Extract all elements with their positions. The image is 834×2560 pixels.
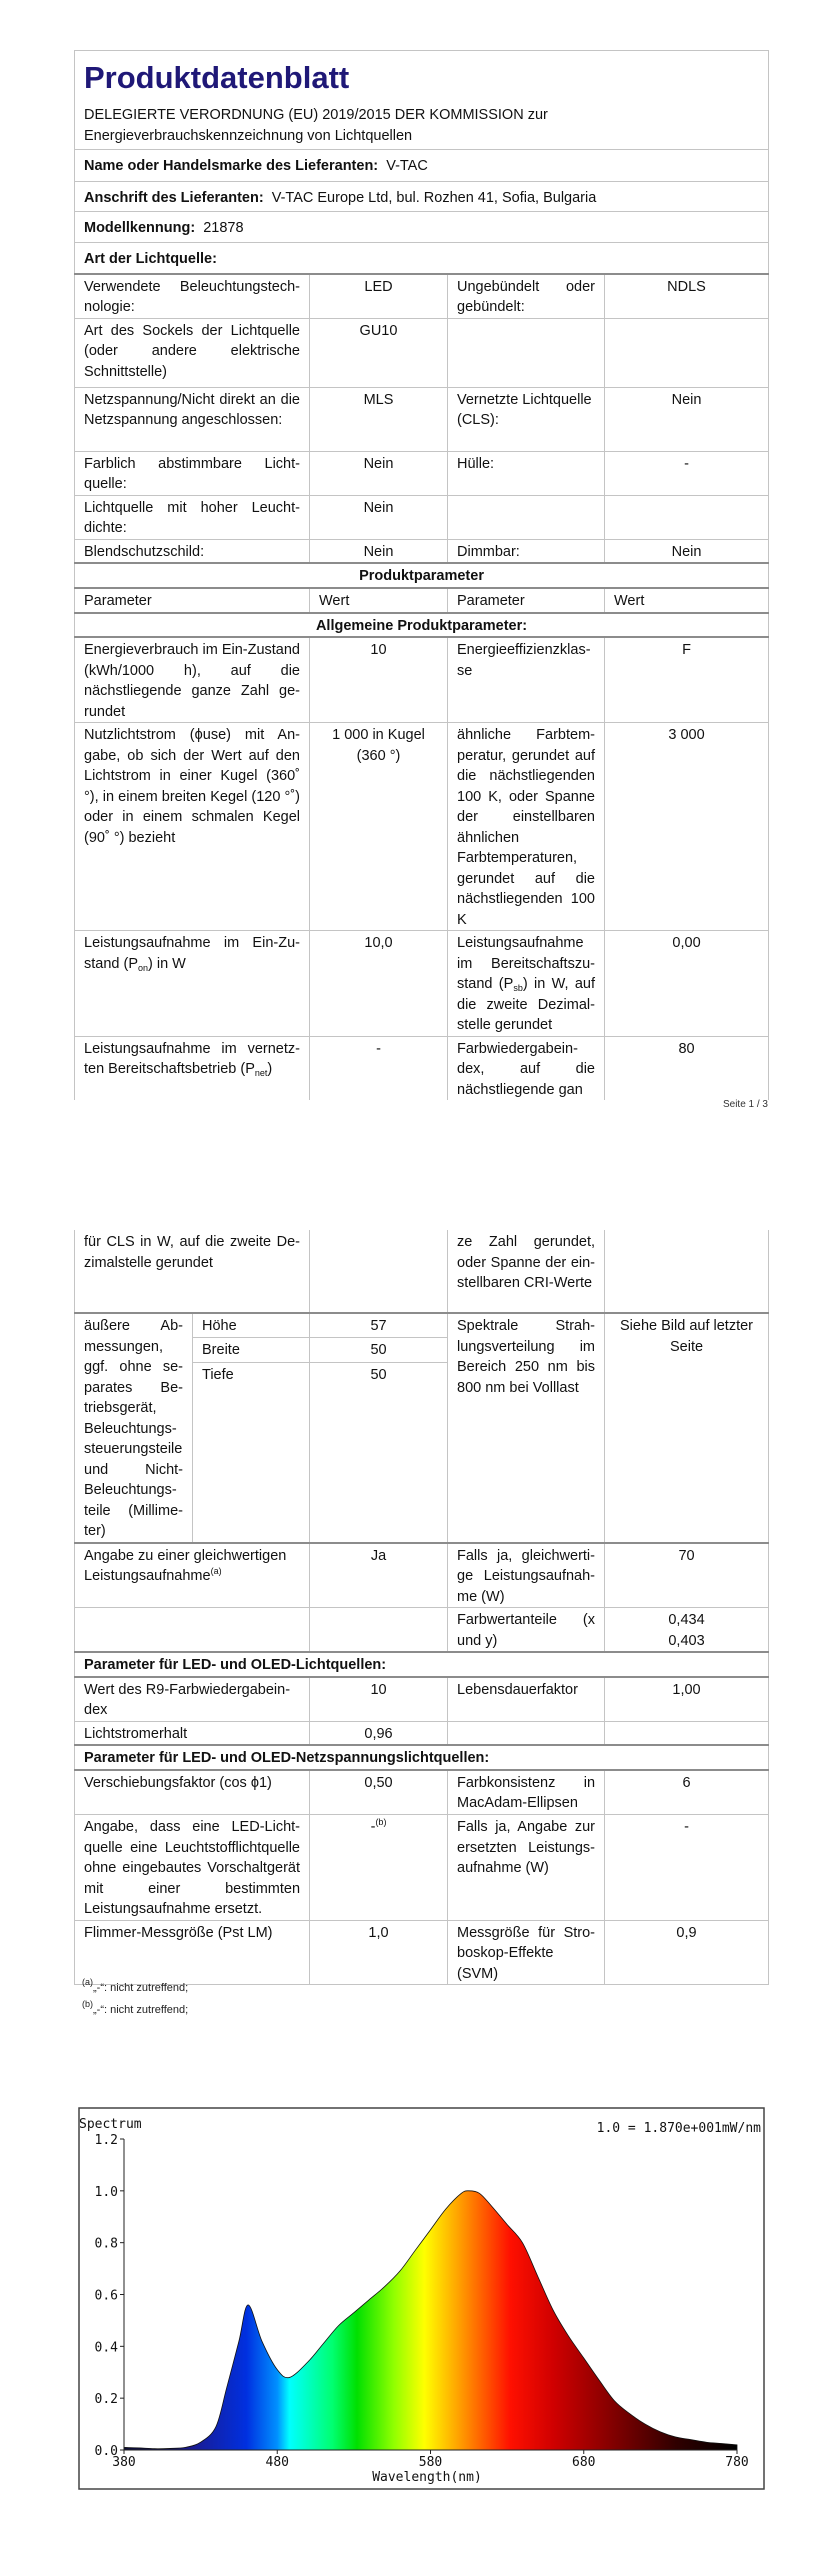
param-label <box>448 318 605 387</box>
param-value <box>310 1815 448 1921</box>
param-value: 10 <box>310 1677 448 1722</box>
x-tick-label: 580 <box>418 2455 443 2470</box>
table-row <box>75 1721 769 1745</box>
footnote-text: „-“: nicht zutreffend; <box>93 2004 189 2016</box>
table-row <box>75 1543 769 1608</box>
param-label <box>448 495 605 539</box>
param-value: 3 000 <box>605 723 769 931</box>
footnote <box>82 1999 189 2016</box>
param-label <box>75 1543 310 1608</box>
param-label: Blendschutzschild: <box>75 539 310 563</box>
param-value: Nein <box>605 539 769 563</box>
param-value: - <box>605 1815 769 1921</box>
param-label: Flimmer-Messgröße (Pst LM) <box>75 1920 310 1985</box>
supplier-name-row <box>75 150 769 182</box>
chromaticity-y: 0,403 <box>668 1632 705 1649</box>
param-value: 1 000 in Kugel (360 °) <box>310 723 448 931</box>
page-number: Seite 1 / 3 <box>722 1099 768 1110</box>
supplier-address-label: Anschrift des Lieferanten: <box>84 190 264 206</box>
param-label: ähnliche Farbtemperatur, gerundet auf die nächstliegenden 100 K, oder Spanne der einstellbaren ähnlichen Farbtemperaturen, gerundet auf die nächstliegenden 100 K <box>448 723 605 931</box>
empty-cell <box>75 1608 310 1653</box>
led-params-heading: Parameter für LED- und OLED-Lichtquellen: <box>75 1652 769 1677</box>
param-label: Lichtstromerhalt <box>75 1721 310 1745</box>
param-label: für CLS in W, auf die zweite Dezimalstelle gerundet <box>75 1230 310 1313</box>
param-label: Farbwiedergabeindex, auf die nächstliegende gan <box>448 1036 605 1100</box>
param-value: 10,0 <box>310 931 448 1037</box>
label-text: Leistungsaufnahme im Ein-Zustand (P <box>84 935 300 972</box>
table-row <box>75 1770 769 1815</box>
empty-cell <box>310 1608 448 1653</box>
footnote-mark: (b) <box>82 1999 93 2009</box>
header-cell <box>75 51 769 150</box>
product-params-heading: Produktparameter <box>75 563 769 588</box>
table-row <box>75 723 769 931</box>
param-label <box>75 1036 310 1100</box>
column-header: Wert <box>310 588 448 613</box>
param-label: Farbwertanteile (x und y) <box>448 1608 605 1653</box>
table-row <box>75 1920 769 1985</box>
table-row <box>75 1230 769 1313</box>
param-value: Nein <box>310 495 448 539</box>
column-header: Parameter <box>448 588 605 613</box>
datasheet-table-page-2 <box>74 1230 769 1985</box>
table-row <box>75 931 769 1037</box>
dimension-value: 50 <box>310 1338 448 1363</box>
table-row <box>75 1608 769 1653</box>
param-label: Nutzlichtstrom (ϕuse) mit Angabe, ob sich der Wert auf den Lichtstrom in einer Kugel (360˚ °), in einem breiten Kegel (120 °˚) oder in einem schmalen Kegel (90˚ °) bezieht <box>75 723 310 931</box>
y-tick-label: 1.0 <box>94 2184 118 2200</box>
param-label: Vernetzte Lichtquelle (CLS): <box>448 387 605 451</box>
param-label: Lebensdauerfaktor <box>448 1677 605 1722</box>
param-value: GU10 <box>310 318 448 387</box>
table-row <box>75 274 769 319</box>
footnote-ref: (a) <box>210 1566 222 1576</box>
param-label: Energieeffizienzklasse <box>448 637 605 723</box>
param-value: 80 <box>605 1036 769 1100</box>
chromaticity-x: 0,434 <box>668 1612 705 1628</box>
label-text: Leistungsaufnahme im Bereitschaftszustand (P <box>457 935 595 992</box>
param-value: - <box>310 1036 448 1100</box>
param-value: LED <box>310 274 448 319</box>
param-value: Nein <box>310 451 448 495</box>
param-value: Siehe Bild auf letzter Seite <box>605 1313 769 1543</box>
param-value: 0,00 <box>605 931 769 1037</box>
param-label: Wert des R9-Farbwiedergabeindex <box>75 1677 310 1722</box>
y-tick-label: 0.4 <box>94 2340 118 2356</box>
label-text: ) <box>267 1061 273 1077</box>
table-row <box>75 318 769 387</box>
param-label: Lichtquelle mit hoher Leuchtdichte: <box>75 495 310 539</box>
model-row <box>75 212 769 243</box>
dimension-value: 57 <box>310 1313 448 1338</box>
param-label: Dimmbar: <box>448 539 605 563</box>
dimension-label: Tiefe <box>193 1362 310 1542</box>
param-label: Falls ja, Angabe zur ersetzten Leistungsaufnahme (W) <box>448 1815 605 1921</box>
y-tick-label: 0.2 <box>94 2392 118 2408</box>
dimensions-row <box>75 1313 769 1338</box>
x-tick-label: 380 <box>112 2455 136 2470</box>
empty-cell <box>448 1721 605 1745</box>
param-value: 0,9 <box>605 1920 769 1985</box>
param-value: MLS <box>310 387 448 451</box>
param-label: Angabe, dass eine LED-Lichtquelle eine Leuchtstofflichtquelle ohne eingebautes Vorschaltgerät mit einer bestimmten Leistungsaufnahme ersetzt. <box>75 1815 310 1921</box>
regulation-text: DELEGIERTE VERORDNUNG (EU) 2019/2015 DER KOMMISSION zur Energieverbrauchskennzeichnung von Lichtquellen <box>84 107 548 144</box>
param-label <box>75 931 310 1037</box>
y-tick-label: 0.6 <box>94 2288 118 2304</box>
footnote <box>82 1977 189 1994</box>
param-label <box>448 931 605 1037</box>
table-row <box>75 1815 769 1921</box>
param-value: 0,96 <box>310 1721 448 1745</box>
param-label: Verwendete Beleuchtungstechnologie: <box>75 274 310 319</box>
param-value <box>605 1608 769 1653</box>
subscript: sb <box>513 983 523 993</box>
x-tick-label: 680 <box>572 2455 596 2470</box>
param-value: 10 <box>310 637 448 723</box>
param-value: 6 <box>605 1770 769 1815</box>
supplier-address: V-TAC Europe Ltd, bul. Rozhen 41, Sofia, Bulgaria <box>271 190 597 206</box>
label-text: ) in W <box>148 955 186 972</box>
param-label: Farblich abstimmbare Lichtquelle: <box>75 451 310 495</box>
table-row <box>75 451 769 495</box>
chart-annotation: 1.0 = 1.870e+001mW/nm <box>596 2121 761 2136</box>
param-label: Art des Sockels der Lichtquelle (oder andere elektrische Schnittstelle) <box>75 318 310 387</box>
param-value <box>605 318 769 387</box>
model-label: Modellkennung: <box>84 220 196 236</box>
label-text: Angabe zu einer gleichwertigen Leistungsaufnahme <box>84 1547 287 1584</box>
table-row <box>75 1677 769 1722</box>
param-value: - <box>605 451 769 495</box>
y-tick-label: 0.0 <box>94 2444 118 2459</box>
general-params-heading: Allgemeine Produktparameter: <box>75 613 769 638</box>
subscript: net <box>254 1068 268 1078</box>
light-source-heading: Art der Lichtquelle: <box>75 243 769 274</box>
param-label: ze Zahl gerundet, oder Spanne der einstellbaren CRI-Werte <box>448 1230 605 1313</box>
y-tick-label: 1.2 <box>94 2133 118 2148</box>
footnote-text: „-“: nicht zutreffend; <box>93 1982 189 1994</box>
param-value: 70 <box>605 1543 769 1608</box>
param-label: Verschiebungsfaktor (cos ϕ1) <box>75 1770 310 1815</box>
table-row <box>75 1036 769 1100</box>
dimension-label: Höhe <box>193 1313 310 1338</box>
param-label: Ungebündelt oder gebündelt: <box>448 274 605 319</box>
footnote-mark: (a) <box>82 1977 93 1987</box>
param-value: Nein <box>605 387 769 451</box>
dimension-value: 50 <box>310 1362 448 1542</box>
x-tick-label: 780 <box>725 2455 749 2470</box>
param-label: Energieverbrauch im Ein-Zustand (kWh/1000 h), auf die nächstliegende ganze Zahl gerundet <box>75 637 310 723</box>
y-tick-label: 0.8 <box>94 2236 118 2252</box>
column-header: Parameter <box>75 588 310 613</box>
x-tick-label: 480 <box>265 2455 289 2470</box>
param-value: F <box>605 637 769 723</box>
table-row <box>75 387 769 451</box>
param-label: Messgröße für Stroboskop-Effekte (SVM) <box>448 1920 605 1985</box>
column-header-row <box>75 588 769 613</box>
chart-title: Spectrum <box>79 2117 142 2132</box>
value-text: - <box>370 1819 376 1835</box>
datasheet-table-page-1 <box>74 50 769 1100</box>
param-value: 1,00 <box>605 1677 769 1722</box>
param-value: 1,0 <box>310 1920 448 1985</box>
spectrum-chart <box>75 2100 775 2500</box>
label-text: ) in W, auf die zweite Dezimalstelle gerundet <box>457 976 596 1033</box>
empty-cell <box>605 1230 769 1313</box>
param-value: 0,50 <box>310 1770 448 1815</box>
table-row <box>75 495 769 539</box>
dimension-label: Breite <box>193 1338 310 1363</box>
dimensions-label: äußere Abmessungen, ggf. ohne separates Betriebsgerät, Beleuchtungssteuerungsteile und Nicht-Beleuchtungsteile (Millimeter) <box>75 1313 193 1543</box>
supplier-address-row <box>75 182 769 212</box>
param-value <box>605 495 769 539</box>
table-row <box>75 637 769 723</box>
param-label: Farbkonsistenz in MacAdam-Ellipsen <box>448 1770 605 1815</box>
x-axis-label: Wavelength(nm) <box>372 2470 482 2485</box>
subscript: on <box>138 962 149 973</box>
column-header: Wert <box>605 588 769 613</box>
param-label: Netzspannung/Nicht direkt an die Netzspannung angeschlossen: <box>75 387 310 451</box>
page-title: Produktdatenblatt <box>84 60 350 95</box>
model-id: 21878 <box>203 220 244 236</box>
table-row <box>75 539 769 563</box>
label-text: Leistungsaufnahme im vernetzten Bereitschaftsbetrieb (P <box>84 1040 300 1077</box>
param-value: Nein <box>310 539 448 563</box>
param-value: NDLS <box>605 274 769 319</box>
param-label: Falls ja, gleichwertige Leistungsaufnahme (W) <box>448 1543 605 1608</box>
param-value: Ja <box>310 1543 448 1608</box>
footnote-ref: (b) <box>375 1817 387 1827</box>
empty-cell <box>605 1721 769 1745</box>
empty-cell <box>310 1230 448 1313</box>
supplier-name-label: Name oder Handelsmarke des Lieferanten: <box>84 158 379 174</box>
mains-params-heading: Parameter für LED- und OLED-Netzspannungslichtquellen: <box>75 1745 769 1770</box>
param-label: Hülle: <box>448 451 605 495</box>
supplier-name: V-TAC <box>386 158 428 174</box>
param-label: Spektrale Strahlungsverteilung im Bereich 250 nm bis 800 nm bei Volllast <box>448 1313 605 1543</box>
